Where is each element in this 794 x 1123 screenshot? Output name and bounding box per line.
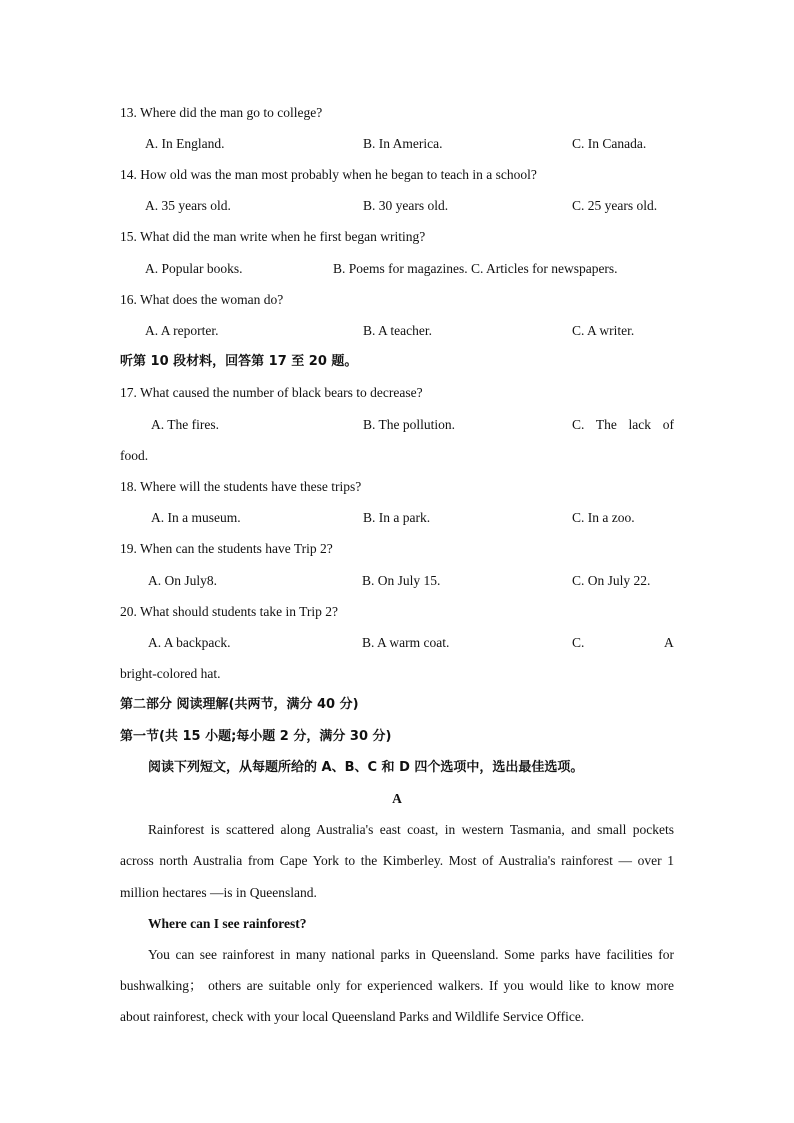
section-10-heading: 听第 10 段材料，回答第 17 至 20 题。 (120, 354, 358, 369)
q14-option-a: A. 35 years old. (145, 198, 231, 213)
passage-p1-line-2: across north Australia from Cape York to the Kimberley. Most of Australia's rainforest — over 1 (120, 853, 674, 868)
question-13-stem: 13. Where did the man go to college? (120, 105, 323, 120)
q13-option-c: C. In Canada. (572, 136, 647, 151)
q17-option-b: B. The pollution. (363, 417, 456, 432)
q18-option-b: B. In a park. (363, 510, 431, 525)
q16-option-c: C. A writer. (572, 323, 635, 338)
q20-option-a: A. A backpack. (148, 635, 231, 650)
passage-p1-line-3: million hectares —is in Queensland. (120, 885, 317, 900)
passage-label: A (392, 791, 402, 806)
question-17-stem: 17. What caused the number of black bears to decrease? (120, 385, 423, 400)
q16-option-a: A. A reporter. (145, 323, 219, 338)
part-2-heading: 第二部分 阅读理解(共两节，满分 40 分) (120, 697, 359, 712)
passage-p1-line-1: Rainforest is scattered along Australia's east coast, in western Tasmania, and small pockets (148, 822, 674, 837)
q13-option-a: A. In England. (145, 136, 225, 151)
q16-option-b: B. A teacher. (363, 323, 432, 338)
q20-option-c-wrap: bright-colored hat. (120, 666, 221, 681)
q15-option-bc: B. Poems for magazines. C. Articles for newspapers. (333, 261, 618, 276)
q19-option-b: B. On July 15. (362, 573, 441, 588)
passage-subheading: Where can I see rainforest? (148, 916, 307, 931)
question-19-stem: 19. When can the students have Trip 2? (120, 541, 333, 556)
question-14-stem: 14. How old was the man most probably when he began to teach in a school? (120, 167, 537, 182)
q17-option-a: A. The fires. (151, 417, 219, 432)
reading-instruction: 阅读下列短文，从每题所给的 A、B、C 和 D 四个选项中，选出最佳选项。 (148, 760, 584, 775)
q17-option-c-wrap: food. (120, 448, 149, 463)
q14-option-b: B. 30 years old. (363, 198, 449, 213)
question-18-stem: 18. Where will the students have these trips? (120, 479, 362, 494)
q20-option-c-letter: A (664, 635, 674, 650)
q20-option-b: B. A warm coat. (362, 635, 450, 650)
passage-p2-line-2: bushwalking； others are suitable only for experienced walkers. If you would like to know more (120, 978, 674, 993)
q18-option-c: C. In a zoo. (572, 510, 635, 525)
question-20-stem: 20. What should students take in Trip 2? (120, 604, 338, 619)
q19-option-c: C. On July 22. (572, 573, 651, 588)
q14-option-c: C. 25 years old. (572, 198, 658, 213)
question-16-stem: 16. What does the woman do? (120, 292, 284, 307)
q13-option-b: B. In America. (363, 136, 443, 151)
question-15-stem: 15. What did the man write when he first began writing? (120, 229, 426, 244)
passage-p2-line-1: You can see rainforest in many national parks in Queensland. Some parks have facilities for (148, 947, 674, 962)
q18-option-a: A. In a museum. (151, 510, 241, 525)
q15-option-a: A. Popular books. (145, 261, 243, 276)
section-1-heading: 第一节(共 15 小题;每小题 2 分，满分 30 分) (120, 729, 392, 744)
q19-option-a: A. On July8. (148, 573, 218, 588)
passage-p2-line-3: about rainforest, check with your local Queensland Parks and Wildlife Service Office. (120, 1009, 585, 1024)
q20-option-c: C. (572, 635, 585, 650)
q17-option-c: C. The lack of (572, 417, 674, 432)
